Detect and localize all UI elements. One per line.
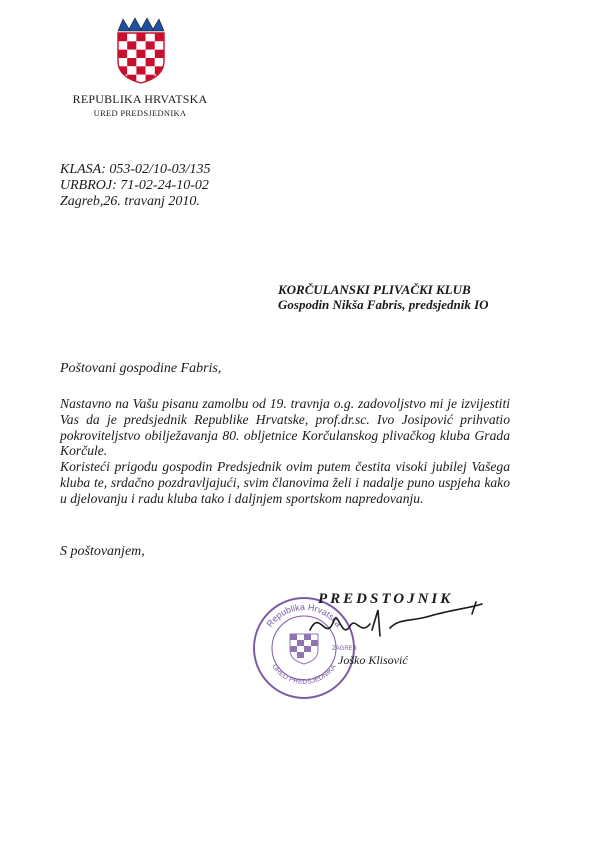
recipient-organization: KORČULANSKI PLIVAČKI KLUB [278,282,471,297]
recipient-person: Gospodin Nikša Fabris, predsjednik IO [278,297,489,312]
signatory-title: PREDSTOJNIK [318,591,454,607]
handwritten-signature-icon [300,600,490,650]
body-paragraph-1: Nastavno na Vašu pisanu zamolbu od 19. travnja o.g. zadovoljstvo mi je izvijestiti Vas da je predsjednik Republike Hrvatske, prof.dr.sc. Ivo Josipović prihvatio pokroviteljstvo obilježavanja 80. obljetnice Korčulanskog plivačkog kluba Grada Korčule. [60,396,510,459]
recipient-block [278,282,489,312]
stamp-text-bottom: URED PREDSJEDNIKA [270,663,338,686]
body-paragraph-2: Koristeći prigodu gospodin Predsjednik ovim putem čestita visoki jubilej Vašega kluba te, srdačno pozdravljajući, svim članovima želi i nadalje puno uspjeha kako u djelovanju i radu kluba tako i daljnjem sportskom napredovanju. [60,459,510,506]
letter-body [60,396,510,507]
signatory-name: Joško Klisović [338,653,408,667]
org-subtitle: URED PREDSJEDNIKA [93,108,187,118]
stamp-city: ZAGREB [332,646,357,652]
reference-block [60,162,211,210]
stamp-text-top: Republika Hrvatska [264,601,344,629]
salutation: Poštovani gospodine Fabris, [60,361,222,376]
urbroj-line: URBROJ: 71-02-24-10-02 [60,178,209,193]
croatian-coat-of-arms-icon [114,15,168,85]
org-name: REPUBLIKA HRVATSKA [72,92,208,106]
svg-text:URED PREDSJEDNIKA [270,663,337,686]
place-date-line: Zagreb,26. travanj 2010. [60,194,200,209]
closing: S poštovanjem, [60,544,145,559]
klasa-line: KLASA: 053-02/10-03/135 [60,162,211,177]
